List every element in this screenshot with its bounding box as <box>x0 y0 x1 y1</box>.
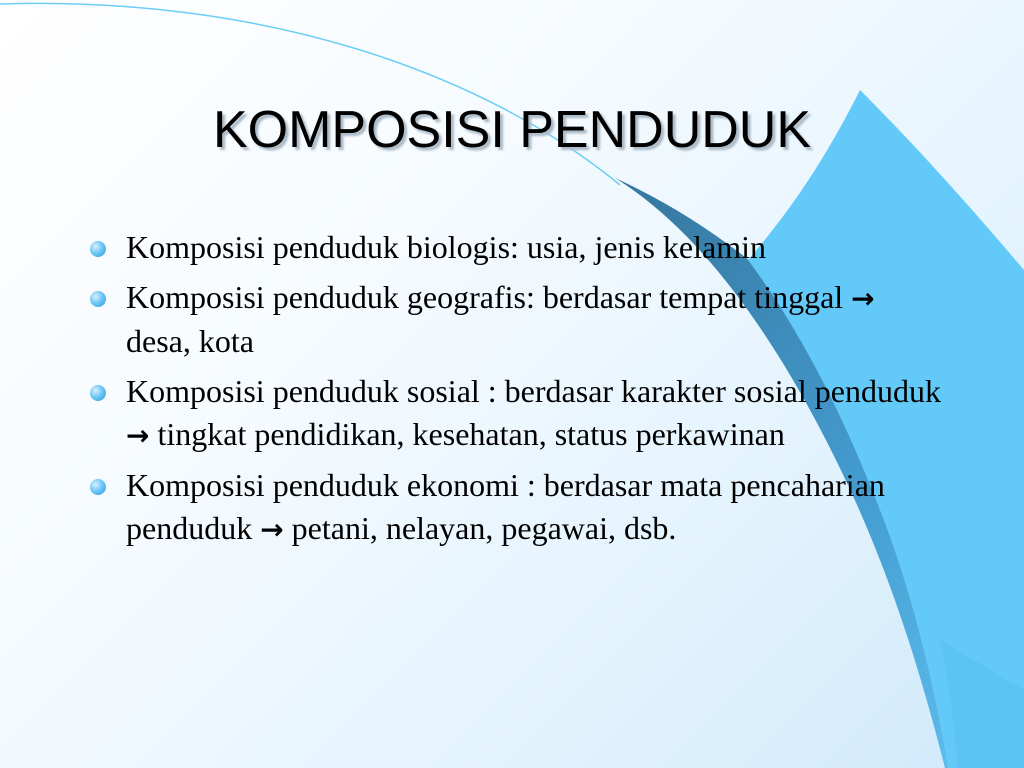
arrow-right-icon: → <box>851 282 875 315</box>
bullet-text: Komposisi penduduk biologis: usia, jenis kelamin <box>126 229 766 265</box>
list-item <box>126 226 946 269</box>
bullet-dot-icon <box>90 479 106 495</box>
bullet-dot-icon <box>90 385 106 401</box>
bullet-text: Komposisi penduduk ekonomi : berdasar mata pencaharian penduduk <box>126 467 885 546</box>
bullet-text: Komposisi penduduk sosial : berdasar karakter sosial penduduk <box>126 373 941 409</box>
bullet-dot-icon <box>90 241 106 257</box>
bullet-dot-icon <box>90 291 106 307</box>
bullet-text: petani, nelayan, pegawai, dsb. <box>291 510 677 546</box>
bullet-list <box>126 226 946 558</box>
arrow-right-icon: → <box>126 419 150 452</box>
arrow-right-icon: → <box>260 513 284 546</box>
list-item <box>126 370 946 457</box>
bullet-text: tingkat pendidikan, kesehatan, status perkawinan <box>157 416 785 452</box>
list-item <box>126 464 946 551</box>
page-title: KOMPOSISI PENDUDUK <box>212 101 812 159</box>
bullet-text: desa, kota <box>126 323 254 359</box>
bullet-text: Komposisi penduduk geografis: berdasar tempat tinggal <box>126 279 844 315</box>
list-item <box>126 276 946 363</box>
